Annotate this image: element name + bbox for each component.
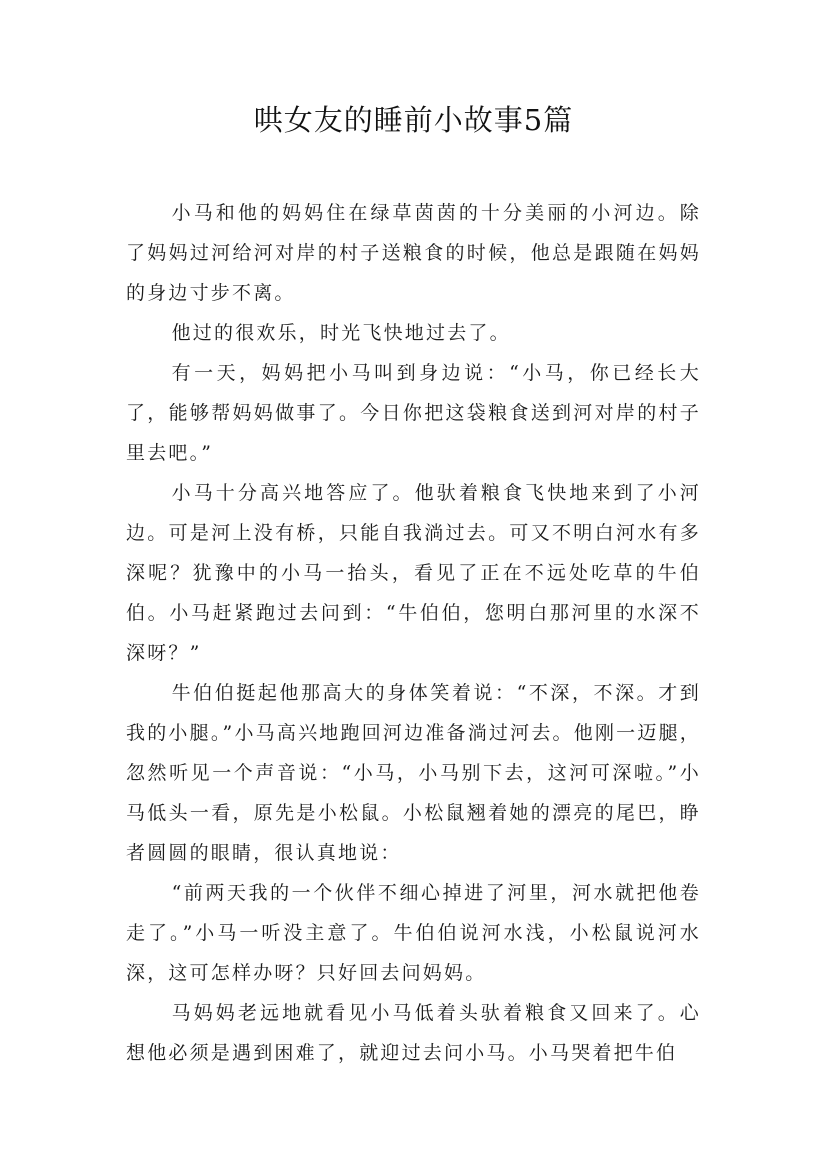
document-title: 哄女友的睡前小故事5篇 — [253, 103, 574, 137]
paragraph: 牛伯伯挺起他那高大的身体笑着说：“不深，不深。才到我的小腿。”小马高兴地跑回河边准备淌过河去。他刚一迈腿，忽然听见一个声音说：“小马，小马别下去，这河可深啦。”小马低头一看，原先是小松鼠。小松鼠翘着她的漂亮的尾巴，睁者圆圆的眼睛，很认真地说： — [126, 682, 701, 864]
document-body — [126, 193, 701, 1073]
paragraph: 他过的很欢乐，时光飞快地过去了。 — [171, 322, 511, 344]
paragraph: 马妈妈老远地就看见小马低着头驮着粮食又回来了。心想他必须是遇到困难了，就迎过去问小马。小马哭着把牛伯 — [126, 1002, 701, 1064]
paragraph: 有一天，妈妈把小马叫到身边说：“小马，你已经长大了，能够帮妈妈做事了。今日你把这袋粮食送到河对岸的村子里去吧。” — [126, 362, 701, 464]
paragraph: 小马和他的妈妈住在绿草茵茵的十分美丽的小河边。除了妈妈过河给河对岸的村子送粮食的时候，他总是跟随在妈妈的身边寸步不离。 — [126, 202, 701, 304]
paragraph: “前两天我的一个伙伴不细心掉进了河里，河水就把他卷走了。”小马一听没主意了。牛伯伯说河水浅，小松鼠说河水深，这可怎样办呀？只好回去问妈妈。 — [126, 882, 701, 984]
paragraph: 小马十分高兴地答应了。他驮着粮食飞快地来到了小河边。可是河上没有桥，只能自我淌过去。可又不明白河水有多深呢？犹豫中的小马一抬头，看见了正在不远处吃草的牛伯伯。小马赶紧跑过去问到：“牛伯伯，您明白那河里的水深不深呀？” — [126, 482, 701, 664]
